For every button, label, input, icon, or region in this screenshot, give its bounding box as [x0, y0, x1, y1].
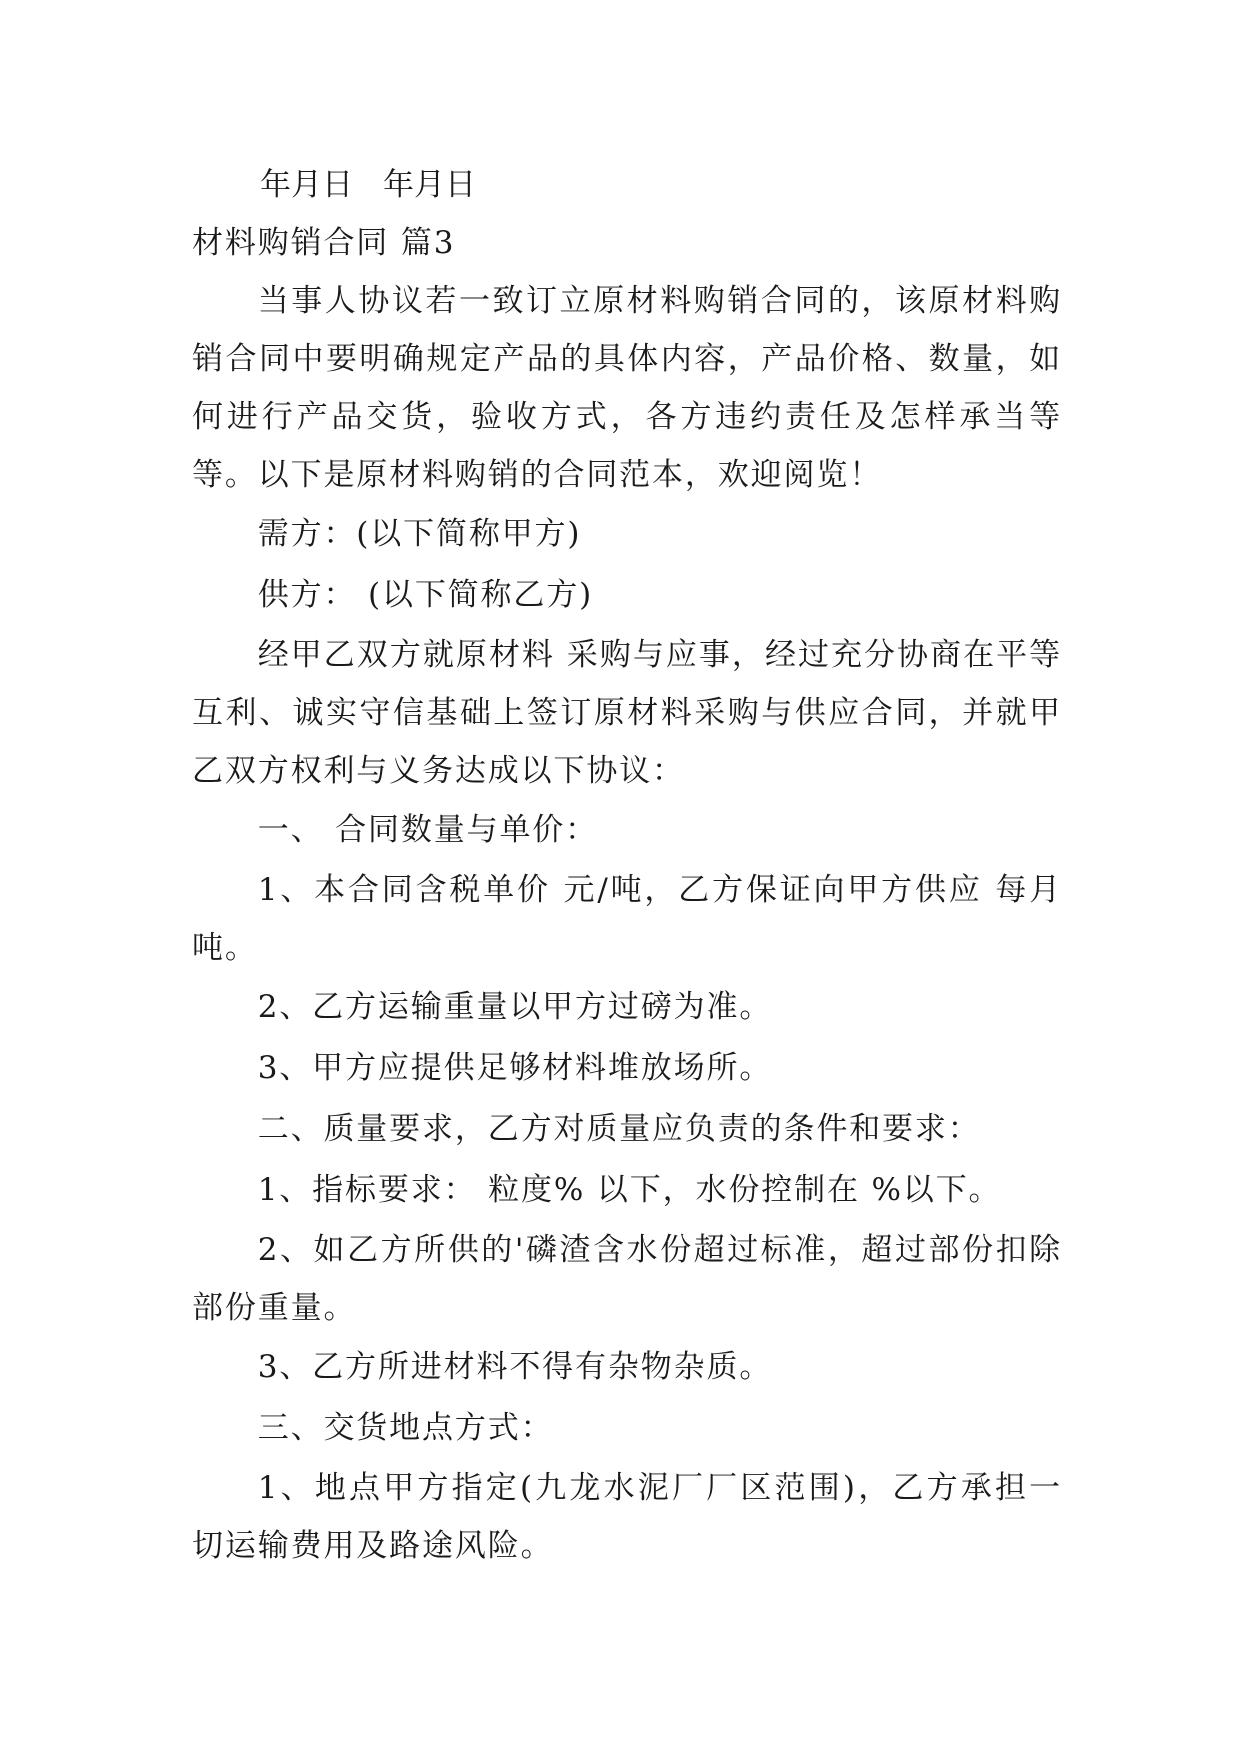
date-left: 年月日 — [260, 167, 353, 203]
clause-3-heading: 三、交货地点方式： — [257, 1410, 554, 1446]
document-body — [192, 156, 1062, 1575]
intro-paragraph: 当事人协议若一致订立原材料购销合同的，该原材料购销合同中要明确规定产品的具体内容，产品价格、数量，如何进行产品交货，验收方式，各方违约责任及怎样承当等等。以下是原材料购销的合同范本，欢迎阅览！ — [192, 283, 1062, 493]
clause-2-heading: 二、质量要求，乙方对质量应负责的条件和要求： — [257, 1111, 981, 1147]
clause-1-heading: 一、 合同数量与单价： — [257, 812, 599, 848]
date-right: 年月日 — [383, 167, 476, 203]
agreement-paragraph: 经甲乙双方就原材料 采购与应事，经过充分协商在平等互利、诚实守信基础上签订原材料采购与供应合同，并就甲乙双方权利与义务达成以下协议： — [192, 637, 1062, 789]
signature-date-line — [192, 156, 1062, 214]
clause-1-item-3: 3、甲方应提供足够材料堆放场所。 — [257, 1050, 773, 1086]
clause-2-item-1: 1、指标要求： 粒度% 以下，水份控制在 %以下。 — [257, 1172, 1002, 1208]
section-title: 材料购销合同 篇3 — [192, 225, 456, 261]
clause-3-item-1: 1、地点甲方指定(九龙水泥厂厂区范围)，乙方承担一切运输费用及路途风险。 — [192, 1470, 1062, 1564]
clause-2-item-2: 2、如乙方所供的'磷渣含水份超过标准，超过部份扣除 部份重量。 — [192, 1232, 1062, 1326]
clause-1-item-2: 2、乙方运输重量以甲方过磅为准。 — [257, 989, 773, 1025]
buyer-line: 需方：(以下简称甲方) — [257, 516, 582, 552]
clause-2-item-3: 3、乙方所进材料不得有杂物杂质。 — [257, 1349, 773, 1385]
clause-1-item-1: 1、本合同含税单价 元/吨，乙方保证向甲方供应 每月 吨。 — [192, 872, 1062, 966]
supplier-line: 供方： (以下简称乙方) — [257, 577, 594, 613]
